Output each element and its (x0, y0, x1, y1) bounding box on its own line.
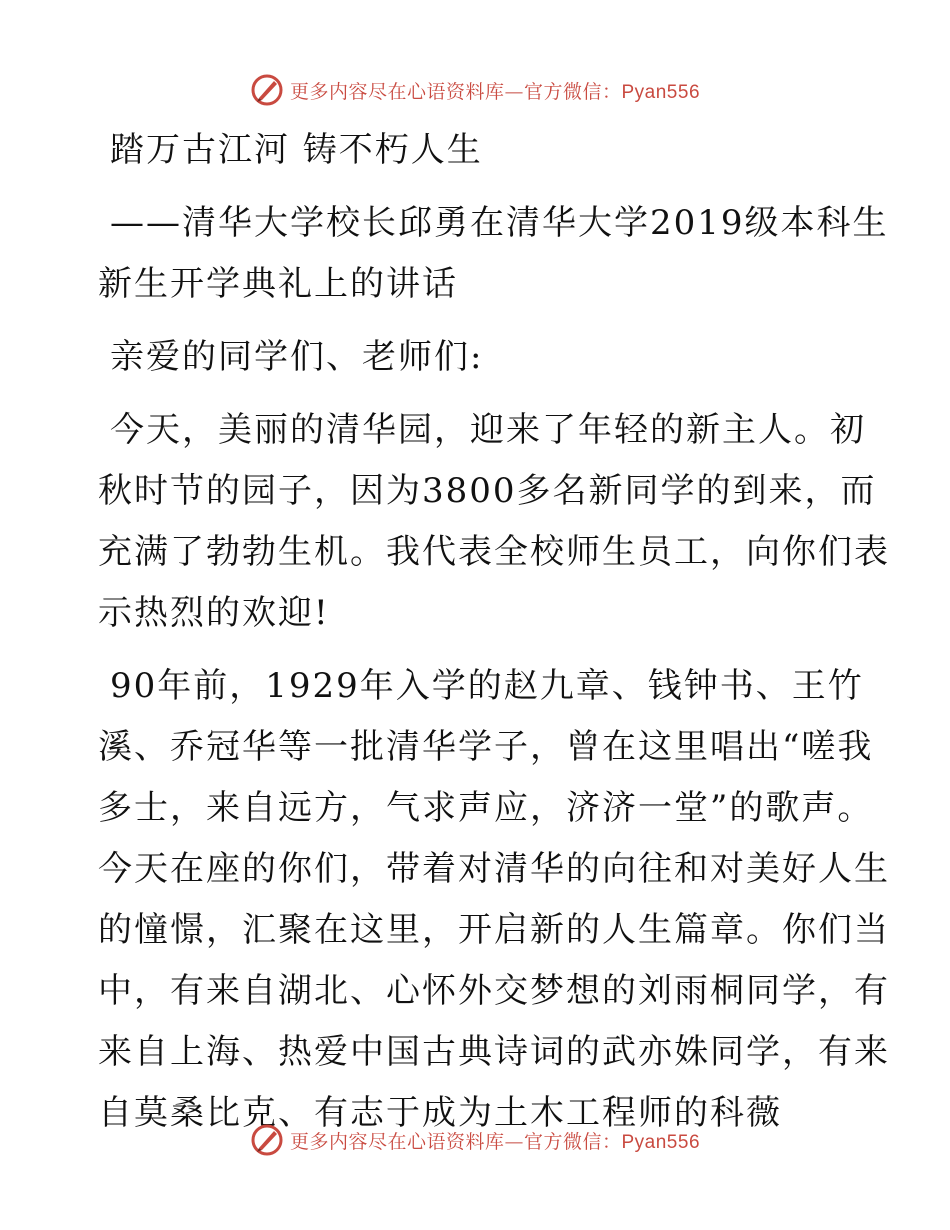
watermark-account: Pyan556 (621, 81, 701, 103)
paragraph-line: 90年前，1929年入学的赵九章、钱钟书、王竹 (110, 666, 864, 706)
paragraph-line: 今天在座的你们，带着对清华的向往和对美好人生 (98, 849, 890, 889)
paragraph-line: 示热烈的欢迎! (98, 593, 330, 633)
document-body (98, 120, 890, 1144)
paragraph-line: 秋时节的园子，因为3800多名新同学的到来，而 (98, 471, 877, 511)
paragraph-line: 今天，美丽的清华园，迎来了年轻的新主人。初 (110, 410, 866, 450)
subtitle-line: ——清华大学校长邱勇在清华大学2019级本科生 (110, 203, 889, 243)
greeting: 亲爱的同学们、老师们: (110, 337, 484, 377)
document-title: 踏万古江河 铸不朽人生 (110, 130, 483, 170)
watermark-account: Pyan556 (621, 1131, 701, 1153)
watermark-text (290, 1127, 700, 1154)
paragraph-line: 自莫桑比克、有志于成为土木工程师的科薇 (98, 1093, 782, 1133)
paragraph-line: 溪、乔冠华等一批清华学子，曾在这里唱出“嗟我 (98, 727, 874, 767)
watermark-prefix: 更多内容尽在心语资料库 (289, 80, 505, 103)
watermark-dash: — (504, 1130, 524, 1153)
watermark-prefix: 更多内容尽在心语资料库 (289, 1130, 505, 1153)
watermark-banner-top (0, 70, 950, 110)
paragraph-line: 中，有来自湖北、心怀外交梦想的刘雨桐同学，有 (98, 971, 890, 1011)
watermark-suffix: 官方微信： (523, 80, 622, 103)
quill-pen-icon (250, 73, 284, 107)
paragraph-line: 来自上海、热爱中国古典诗词的武亦姝同学，有来 (98, 1032, 890, 1072)
watermark-dash: — (504, 80, 524, 103)
paragraph-line: 多士，来自远方，气求声应，济济一堂”的歌声。 (98, 788, 874, 828)
paragraph-line: 的憧憬，汇聚在这里，开启新的人生篇章。你们当 (98, 910, 890, 950)
watermark-suffix: 官方微信： (523, 1130, 622, 1153)
quill-pen-icon (250, 1123, 284, 1157)
subtitle-line: 新生开学典礼上的讲话 (98, 264, 458, 304)
watermark-banner-bottom (0, 1120, 950, 1160)
paragraph-line: 充满了勃勃生机。我代表全校师生员工，向你们表 (98, 532, 890, 572)
watermark-text (290, 77, 700, 104)
